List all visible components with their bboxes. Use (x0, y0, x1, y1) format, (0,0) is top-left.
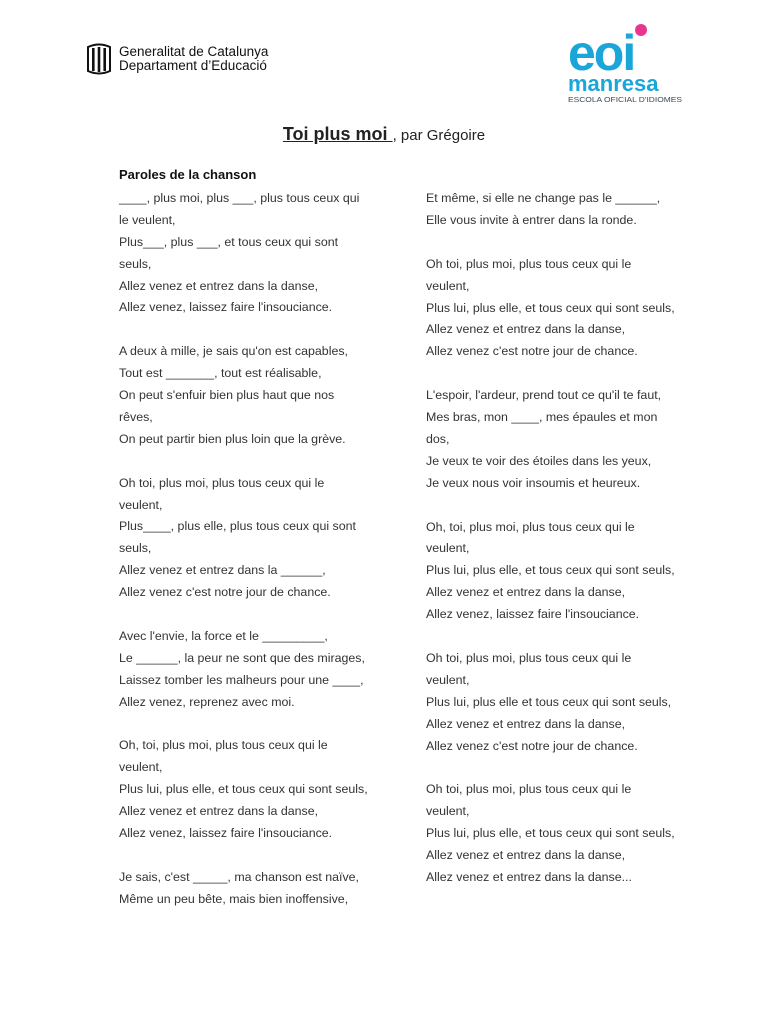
stanza (426, 385, 698, 495)
gencat-logo (86, 43, 268, 75)
lyric-line: le veulent, (119, 212, 176, 227)
stanza (119, 867, 387, 911)
stanza (119, 735, 387, 845)
lyric-line: Oh toi, plus moi, plus tous ceux qui le (426, 650, 632, 665)
lyric-line: Allez venez, laissez faire l'insouciance. (119, 300, 333, 315)
lyric-line: Plus____, plus elle, plus tous ceux qui sont (119, 519, 356, 534)
lyric-line: Plus___, plus ___, et tous ceux qui sont (119, 234, 339, 249)
lyric-line: Elle vous invite à entrer dans la ronde. (426, 212, 637, 227)
lyric-line: L'espoir, l'ardeur, prend tout ce qu'il te faut, (426, 388, 662, 403)
lyric-line: Allez venez c'est notre jour de chance. (119, 585, 331, 600)
lyric-line: Allez venez et entrez dans la danse... (426, 870, 632, 885)
lyric-line: Plus lui, plus elle et tous ceux qui sont seuls, (426, 694, 672, 709)
lyric-line: Même un peu bête, mais bien inoffensive, (119, 891, 349, 906)
lyric-line: Allez venez et entrez dans la danse, (426, 716, 626, 731)
lyric-line: Allez venez, reprenez avec moi. (119, 694, 295, 709)
lyrics-left-column (119, 166, 387, 933)
lyric-line: Je veux nous voir insoumis et heureux. (426, 475, 641, 490)
lyric-line: On peut partir bien plus loin que la grève. (119, 431, 346, 446)
eoi-city: manresa (568, 71, 659, 96)
stanza (426, 648, 698, 758)
lyric-line: Allez venez et entrez dans la danse, (119, 804, 319, 819)
lyric-line: Allez venez et entrez dans la danse, (426, 322, 626, 337)
lyric-line: Oh toi, plus moi, plus tous ceux qui le (426, 782, 632, 797)
lyrics-right-column (426, 188, 698, 911)
lyric-line: Je veux te voir des étoiles dans les yeux, (426, 453, 652, 468)
lyric-line: Oh toi, plus moi, plus tous ceux qui le (426, 256, 632, 271)
lyric-line: Tout est _______, tout est réalisable, (119, 366, 322, 381)
gencat-emblem-icon (86, 43, 112, 75)
lyric-line: Allez venez et entrez dans la danse, (119, 278, 319, 293)
stanza (119, 473, 387, 604)
lyric-line: Plus lui, plus elle, et tous ceux qui sont seuls, (426, 563, 675, 578)
gencat-text (119, 45, 268, 73)
lyric-line: Oh toi, plus moi, plus tous ceux qui le (119, 475, 325, 490)
lyric-line: Et même, si elle ne change pas le ______, (426, 191, 661, 205)
stanza (426, 779, 698, 889)
lyric-line: Plus lui, plus elle, et tous ceux qui sont seuls, (119, 782, 368, 797)
song-title (0, 124, 768, 145)
lyric-line: Oh, toi, plus moi, plus tous ceux qui le (119, 738, 328, 753)
lyric-line: ____, plus moi, plus ___, plus tous ceux qui (119, 190, 360, 205)
lyric-line: veulent, (426, 541, 470, 556)
lyric-line: Allez venez, laissez faire l'insouciance. (119, 826, 333, 841)
lyric-line: veulent, (119, 497, 163, 512)
eoi-dot-icon (635, 24, 647, 36)
section-heading: Paroles de la chanson (119, 167, 257, 182)
lyric-line: On peut s'enfuir bien plus haut que nos (119, 388, 335, 403)
lyric-line: Allez venez c'est notre jour de chance. (426, 344, 638, 359)
lyric-line: Allez venez, laissez faire l'insouciance. (426, 607, 640, 622)
lyric-line: seuls, (119, 541, 152, 556)
lyric-line: rêves, (119, 409, 153, 424)
lyric-line: Mes bras, mon ____, mes épaules et mon (426, 410, 658, 425)
org-line-2: Departament d’Educació (119, 58, 267, 73)
lyric-line: Allez venez et entrez dans la danse, (426, 848, 626, 863)
lyric-line: dos, (426, 431, 450, 446)
lyric-line: veulent, (426, 278, 470, 293)
org-line-1: Generalitat de Catalunya (119, 44, 269, 59)
eoi-manresa-logo (566, 22, 684, 104)
lyric-line: veulent, (119, 760, 163, 775)
stanza (119, 341, 387, 451)
lyric-line: Allez venez et entrez dans la ______, (119, 563, 326, 578)
lyric-line: Plus lui, plus elle, et tous ceux qui sont seuls, (426, 826, 675, 841)
lyric-line: veulent, (426, 804, 470, 819)
stanza (426, 517, 698, 627)
lyric-line: Allez venez et entrez dans la danse, (426, 585, 626, 600)
lyric-line: Le ______, la peur ne sont que des mirages, (119, 650, 365, 665)
eoi-word: eoi (568, 25, 635, 81)
stanza (426, 254, 698, 364)
stanza (426, 188, 698, 232)
lyric-line: Laissez tomber les malheurs pour une ____, (119, 672, 364, 687)
lyric-line: Oh, toi, plus moi, plus tous ceux qui le (426, 519, 635, 534)
stanza (119, 188, 387, 319)
lyric-line: seuls, (119, 256, 152, 271)
lyric-line: Je sais, c'est _____, ma chanson est naïve, (119, 869, 359, 884)
eoi-subtitle: ESCOLA OFICIAL D'IDIOMES (568, 95, 682, 104)
lyric-line: veulent, (426, 672, 470, 687)
title-byline: , par Grégoire (392, 127, 486, 144)
title-main: Toi plus moi (282, 124, 393, 144)
lyric-line: Allez venez c'est notre jour de chance. (426, 738, 638, 753)
lyric-line: Plus lui, plus elle, et tous ceux qui sont seuls, (426, 300, 675, 315)
lyric-line: Avec l'envie, la force et le _________, (119, 628, 328, 643)
stanza (119, 626, 387, 714)
lyric-line: A deux à mille, je sais qu'on est capables, (119, 344, 348, 359)
